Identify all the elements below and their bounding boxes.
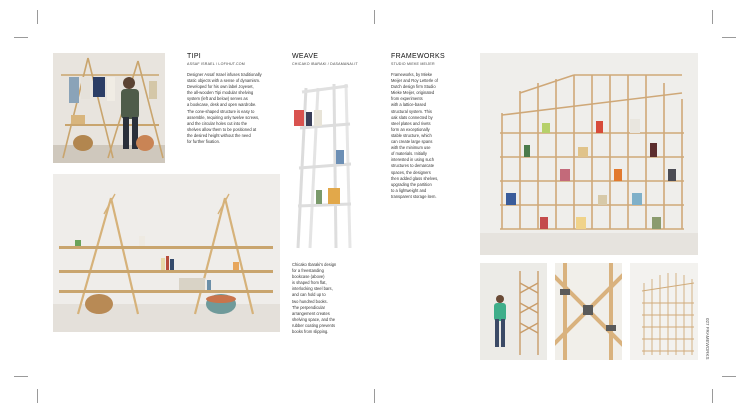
crop-mark: [37, 10, 38, 24]
crop-mark: [722, 376, 736, 377]
tipi-title: TIPI: [187, 53, 202, 60]
frameworks-photo-detail: [555, 263, 622, 360]
weave-title: WEAVE: [292, 53, 319, 60]
tipi-photo-shelves: [53, 174, 280, 332]
crop-mark: [14, 37, 28, 38]
frameworks-photo-person: [480, 263, 547, 360]
frameworks-photo-main: [480, 53, 698, 255]
tipi-body-text: Designer Assaf Israel infuses traditionally static objects with a sense of dynamism. Developed for his own label Joyeset, the all-wooden Tipi modular shelving system (left and below) serves as a bookcase, desk and open wardrobe. The cone-shaped structure is easy to assemble, requiring only twelve screws, and the circular holes cut into the shelves allow them to be positioned at the desired height without the need for further fixation.: [187, 72, 262, 145]
frameworks-body-text: Frameworks, by Mieke Meijer and Roy Letterle of Dutch design firm Studio Mieke Meijer, originated from experiments with a lattice-based structural system. This oak slats connected by steel plates and rivets form an exceptionally stable structure, which can create large spans with the minimum use of materials. Initially interested in using such structures to demarcate spaces, the designers then added glass shelves, upgrading the partition to a lightweight and transparent storage item.: [391, 72, 439, 199]
crop-mark: [14, 376, 28, 377]
frameworks-title: FRAMEWORKS: [391, 53, 445, 60]
weave-credit: CHICAKO IBARAKI / DASAMANAI.IT: [292, 62, 358, 66]
page-folio: 027 FRAMEWORKS: [705, 318, 710, 360]
weave-body-text: Chicako Ibaraki's design for a freestanding bookcase (above) is shaped from flat, interlocking steel bars, and can hold up to two hundred books. The perpendicular arrangement creates shelving space, and the rubber coating prevents books from slipping.: [292, 262, 337, 335]
frameworks-credit: STUDIO MIEKE MEIJER: [391, 62, 435, 66]
weave-photo: [288, 80, 368, 254]
crop-mark: [712, 389, 713, 403]
tipi-credit: ASSAF ISRAEL / LOFIHUT.COM: [187, 62, 245, 66]
crop-mark: [374, 10, 375, 24]
crop-mark: [712, 10, 713, 24]
crop-mark: [374, 389, 375, 403]
frameworks-photo-grid: [630, 263, 698, 360]
crop-mark: [37, 389, 38, 403]
tipi-photo-person: [53, 53, 165, 163]
crop-mark: [722, 37, 736, 38]
